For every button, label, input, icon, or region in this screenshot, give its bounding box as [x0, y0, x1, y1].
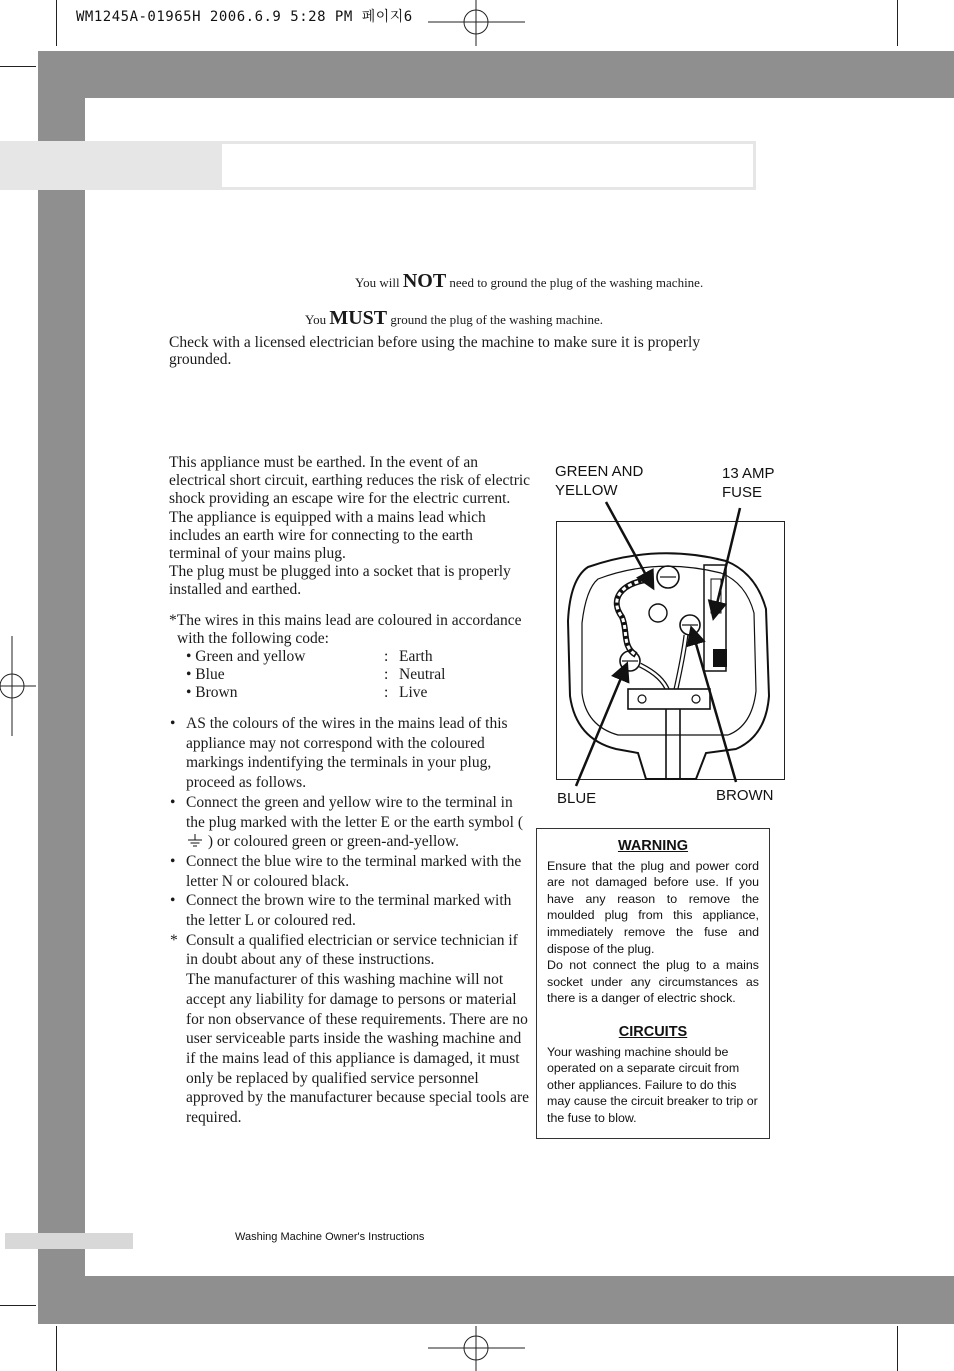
label-green-yellow: GREEN AND YELLOW: [555, 463, 644, 499]
liability-paragraph: The manufacturer of this washing machine will not accept any liability for damage to persons or material for non observance of these requirements. There are no user serviceable parts inside the washing machine and if the mains lead of this appliance is damaged, it must only be replaced by qualified service personnel approved by the manufacturer because special tools are required.: [186, 971, 529, 1127]
wire-code-intro: *The wires in this mains lead are coloured in accordance with the following code:: [169, 612, 522, 648]
registration-mark-bottom: [428, 1326, 528, 1371]
label-blue: BLUE: [557, 790, 597, 807]
title-bar-tab: [0, 141, 225, 190]
crop-mark: [0, 66, 36, 67]
print-header: WM1245A-01965H 2006.6.9 5:28 PM 페이지6: [76, 9, 413, 25]
footer-page-tab: [5, 1233, 133, 1249]
wire-code-row: • Blue : Neutral: [186, 666, 446, 684]
registration-mark-left: [0, 636, 36, 736]
diagram-arrows: [556, 490, 786, 790]
list-item: • Connect the blue wire to the terminal marked with the letter N or coloured black.: [170, 852, 522, 890]
instruction-list: [169, 714, 529, 1128]
label-brown: BROWN: [716, 787, 774, 804]
list-item: • AS the colours of the wires in the mains lead of this appliance may not correspond with the coloured markings indentifying the terminals in your plug, proceed as follows.: [170, 715, 508, 792]
crop-mark: [56, 1326, 57, 1371]
grounding-not-line: You will NOT need to ground the plug of the washing machine.: [355, 270, 704, 292]
earthing-paragraph: This appliance must be earthed. In the event of an electrical short circuit, earthing reduces the risk of electric shock providing an escape wire for the electric current. The appliance is equipped with a mains lead which includes an earth wire for connecting to the earth terminal of your mains plug. The plug must be plugged into a socket that is properly installed and earthed.: [169, 454, 531, 599]
circuits-text: Your washing machine should be operated on a separate circuit from other appliances. Failure to do this may cause the circuit breaker to trip or the fuse to blow.: [547, 1044, 758, 1125]
circuits-title: CIRCUITS: [618, 1023, 688, 1040]
registration-mark-top: [428, 0, 528, 46]
title-bar: [222, 141, 756, 190]
wire-code-row: • Brown : Live: [186, 684, 428, 702]
list-item: • Connect the brown wire to the terminal marked with the letter L or coloured red.: [170, 892, 512, 930]
warning-title: WARNING: [617, 838, 689, 854]
crop-mark: [897, 1326, 898, 1371]
crop-mark: [56, 0, 57, 46]
label-fuse: 13 AMP FUSE: [722, 465, 775, 501]
warning-box: [536, 828, 770, 1139]
warning-text: Ensure that the plug and power cord are not damaged before use. If you have any reason to remove the moulded plug from this appliance, immediately remove the fuse and dispose of the plug.: [547, 858, 759, 956]
crop-mark: [0, 1305, 36, 1306]
wire-code-row: • Green and yellow : Earth: [186, 648, 433, 665]
wire-code-table: [186, 648, 445, 703]
earth-symbol-icon: [186, 834, 204, 848]
check-electrician-text: Check with a licensed electrician before using the machine to make sure it is properly grounded.: [169, 334, 701, 368]
list-item: • Connect the green and yellow wire to the terminal in the plug marked with the letter E or the earth symbol ( ) or coloured green or green-and-yellow.: [170, 793, 524, 851]
warning-text-2: Do not connect the plug to a mains socket under any circumstances as there is a danger of electric shock.: [547, 958, 759, 1006]
grounding-must-line: You MUST ground the plug of the washing machine.: [305, 307, 604, 329]
footer-text: Washing Machine Owner's Instructions: [235, 1231, 425, 1243]
crop-mark: [897, 0, 898, 46]
list-item: * Consult a qualified electrician or service technician if in doubt about any of these instructions.: [170, 931, 518, 969]
